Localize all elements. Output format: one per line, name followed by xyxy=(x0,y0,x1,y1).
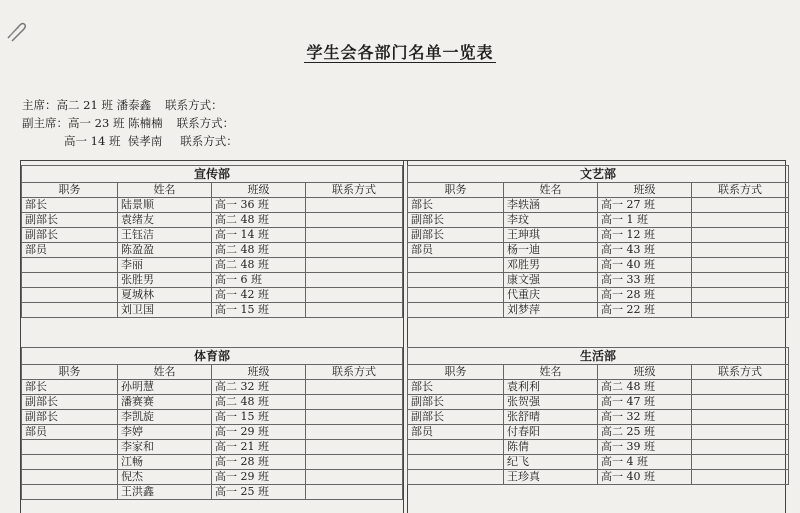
class-cell: 高一 33 班 xyxy=(598,273,692,288)
role-cell: 副部长 xyxy=(22,213,118,228)
class-cell: 高一 39 班 xyxy=(598,440,692,455)
name-cell: 夏城林 xyxy=(118,288,212,303)
contact-cell xyxy=(306,440,403,455)
role-cell xyxy=(408,288,504,303)
column-header: 联系方式 xyxy=(306,183,403,198)
role-cell: 副部长 xyxy=(408,410,504,425)
name-cell: 刘梦萍 xyxy=(504,303,598,318)
table-row xyxy=(408,395,789,410)
contact-cell xyxy=(306,258,403,273)
contact-cell xyxy=(692,410,789,425)
class-cell: 高一 12 班 xyxy=(598,228,692,243)
contact-cell xyxy=(306,288,403,303)
class-cell: 高一 22 班 xyxy=(598,303,692,318)
leader-row: 副主席：高一 23 班 陈楠楠 联系方式： xyxy=(22,116,235,130)
contact-cell xyxy=(692,425,789,440)
class-cell: 高一 15 班 xyxy=(212,303,306,318)
contact-cell xyxy=(306,243,403,258)
name-cell: 付春阳 xyxy=(504,425,598,440)
contact-cell xyxy=(692,273,789,288)
dept-table-wenyi xyxy=(407,165,789,318)
column-header: 姓名 xyxy=(504,365,598,380)
role-cell: 部员 xyxy=(22,425,118,440)
name-cell: 李玟 xyxy=(504,213,598,228)
role-cell: 副部长 xyxy=(408,228,504,243)
contact-cell xyxy=(306,470,403,485)
table-row xyxy=(22,243,403,258)
column-header: 职务 xyxy=(22,365,118,380)
roster-frame xyxy=(20,160,786,513)
column-header: 班级 xyxy=(598,183,692,198)
name-cell: 王钰洁 xyxy=(118,228,212,243)
role-cell xyxy=(408,455,504,470)
table-row xyxy=(408,425,789,440)
class-cell: 高二 48 班 xyxy=(212,213,306,228)
role-cell xyxy=(22,470,118,485)
table-row xyxy=(408,213,789,228)
class-cell: 高一 14 班 xyxy=(212,228,306,243)
class-cell: 高一 27 班 xyxy=(598,198,692,213)
name-cell: 陆景顺 xyxy=(118,198,212,213)
name-cell: 李家和 xyxy=(118,440,212,455)
role-cell: 副部长 xyxy=(22,395,118,410)
contact-cell xyxy=(306,273,403,288)
contact-cell xyxy=(692,288,789,303)
dept-name: 生活部 xyxy=(408,348,789,365)
name-cell: 杨一迪 xyxy=(504,243,598,258)
dept-header-row xyxy=(408,166,789,183)
class-cell: 高一 28 班 xyxy=(598,288,692,303)
column-header: 姓名 xyxy=(118,183,212,198)
table-row xyxy=(408,198,789,213)
column-header: 职务 xyxy=(408,365,504,380)
table-row xyxy=(408,303,789,318)
class-cell: 高一 47 班 xyxy=(598,395,692,410)
name-cell: 江畅 xyxy=(118,455,212,470)
table-row xyxy=(408,243,789,258)
role-cell xyxy=(408,440,504,455)
contact-cell xyxy=(692,395,789,410)
role-cell: 副部长 xyxy=(408,213,504,228)
table-row xyxy=(408,228,789,243)
role-cell xyxy=(22,273,118,288)
column-header: 班级 xyxy=(212,183,306,198)
name-cell: 潘赛赛 xyxy=(118,395,212,410)
contact-cell xyxy=(306,228,403,243)
table-row xyxy=(22,380,403,395)
bleed-through-text xyxy=(30,64,770,78)
class-cell: 高一 40 班 xyxy=(598,258,692,273)
dept-table-tiyu xyxy=(21,347,403,500)
name-cell: 孙明慧 xyxy=(118,380,212,395)
contact-cell xyxy=(692,380,789,395)
class-cell: 高一 43 班 xyxy=(598,243,692,258)
class-cell: 高一 28 班 xyxy=(212,455,306,470)
role-cell: 部长 xyxy=(408,198,504,213)
role-cell xyxy=(22,303,118,318)
class-cell: 高二 25 班 xyxy=(598,425,692,440)
name-cell: 李轶涵 xyxy=(504,198,598,213)
table-row xyxy=(408,440,789,455)
table-row xyxy=(408,380,789,395)
column-header: 职务 xyxy=(22,183,118,198)
table-row xyxy=(22,288,403,303)
column-header: 联系方式 xyxy=(692,183,789,198)
role-cell: 部长 xyxy=(22,198,118,213)
class-cell: 高一 21 班 xyxy=(212,440,306,455)
name-cell: 张舒晴 xyxy=(504,410,598,425)
column-header: 班级 xyxy=(598,365,692,380)
contact-cell xyxy=(692,303,789,318)
contact-cell xyxy=(306,425,403,440)
dept-name: 宣传部 xyxy=(22,166,403,183)
table-row xyxy=(22,395,403,410)
role-cell xyxy=(22,288,118,303)
class-cell: 高一 29 班 xyxy=(212,425,306,440)
table-row xyxy=(408,288,789,303)
role-cell: 副部长 xyxy=(408,395,504,410)
table-row xyxy=(22,440,403,455)
class-cell: 高一 32 班 xyxy=(598,410,692,425)
contact-cell xyxy=(306,198,403,213)
contact-cell xyxy=(692,228,789,243)
class-cell: 高一 29 班 xyxy=(212,470,306,485)
class-cell: 高二 48 班 xyxy=(212,243,306,258)
contact-cell xyxy=(692,258,789,273)
table-row xyxy=(22,273,403,288)
role-cell xyxy=(22,455,118,470)
table-row xyxy=(22,470,403,485)
contact-cell xyxy=(306,455,403,470)
table-row xyxy=(408,455,789,470)
role-cell: 部长 xyxy=(22,380,118,395)
name-cell: 陈盈盈 xyxy=(118,243,212,258)
column-header-row xyxy=(22,183,403,198)
role-cell xyxy=(22,485,118,500)
name-cell: 王珍真 xyxy=(504,470,598,485)
name-cell: 代重庆 xyxy=(504,288,598,303)
contact-cell xyxy=(692,440,789,455)
name-cell: 李凯旋 xyxy=(118,410,212,425)
leader-row: 主席：高二 21 班 潘泰鑫 联系方式： xyxy=(22,98,223,112)
table-row xyxy=(408,410,789,425)
class-cell: 高一 1 班 xyxy=(598,213,692,228)
role-cell xyxy=(408,273,504,288)
dept-header-row xyxy=(408,348,789,365)
column-header: 姓名 xyxy=(504,183,598,198)
column-header-row xyxy=(408,183,789,198)
column-header-row xyxy=(22,365,403,380)
contact-cell xyxy=(306,303,403,318)
dept-table-xuanchuan xyxy=(21,165,403,318)
table-row xyxy=(22,303,403,318)
name-cell: 康文强 xyxy=(504,273,598,288)
table-row xyxy=(22,410,403,425)
table-row xyxy=(22,455,403,470)
class-cell: 高一 36 班 xyxy=(212,198,306,213)
role-cell xyxy=(408,258,504,273)
contact-cell xyxy=(306,213,403,228)
name-cell: 袁绪友 xyxy=(118,213,212,228)
dept-name: 体育部 xyxy=(22,348,403,365)
contact-cell xyxy=(306,380,403,395)
name-cell: 倪杰 xyxy=(118,470,212,485)
role-cell xyxy=(408,303,504,318)
paperclip-icon xyxy=(4,20,26,42)
role-cell: 部员 xyxy=(408,425,504,440)
role-cell: 部长 xyxy=(408,380,504,395)
class-cell: 高一 40 班 xyxy=(598,470,692,485)
contact-cell xyxy=(306,410,403,425)
column-header: 职务 xyxy=(408,183,504,198)
name-cell: 陈倩 xyxy=(504,440,598,455)
column-header: 联系方式 xyxy=(692,365,789,380)
column-header: 姓名 xyxy=(118,365,212,380)
contact-cell xyxy=(692,243,789,258)
name-cell: 邓胜男 xyxy=(504,258,598,273)
role-cell: 部员 xyxy=(408,243,504,258)
table-row xyxy=(408,273,789,288)
table-row xyxy=(22,425,403,440)
name-cell: 袁利利 xyxy=(504,380,598,395)
page-title: 学生会各部门名单一览表 xyxy=(306,43,494,62)
contact-cell xyxy=(692,198,789,213)
leader-row: 高一 14 班 侯孝南 联系方式： xyxy=(64,134,238,148)
dept-header-row xyxy=(22,166,403,183)
role-cell: 副部长 xyxy=(22,228,118,243)
role-cell xyxy=(22,258,118,273)
name-cell: 刘卫国 xyxy=(118,303,212,318)
class-cell: 高二 48 班 xyxy=(212,258,306,273)
contact-cell xyxy=(306,395,403,410)
table-row xyxy=(22,213,403,228)
name-cell: 王珅琪 xyxy=(504,228,598,243)
name-cell: 李婷 xyxy=(118,425,212,440)
column-header: 联系方式 xyxy=(306,365,403,380)
class-cell: 高一 42 班 xyxy=(212,288,306,303)
dept-name: 文艺部 xyxy=(408,166,789,183)
class-cell: 高二 48 班 xyxy=(598,380,692,395)
contact-cell xyxy=(306,485,403,500)
table-row xyxy=(22,198,403,213)
contact-cell xyxy=(692,213,789,228)
role-cell xyxy=(22,440,118,455)
name-cell: 张贺强 xyxy=(504,395,598,410)
role-cell: 部员 xyxy=(22,243,118,258)
role-cell: 副部长 xyxy=(22,410,118,425)
column-header-row xyxy=(408,365,789,380)
table-row xyxy=(22,485,403,500)
class-cell: 高二 32 班 xyxy=(212,380,306,395)
dept-table-shenghuo xyxy=(407,347,789,485)
class-cell: 高一 4 班 xyxy=(598,455,692,470)
contact-cell xyxy=(692,455,789,470)
class-cell: 高二 48 班 xyxy=(212,395,306,410)
class-cell: 高一 6 班 xyxy=(212,273,306,288)
table-row xyxy=(408,258,789,273)
table-row xyxy=(408,470,789,485)
name-cell: 王洪鑫 xyxy=(118,485,212,500)
class-cell: 高一 25 班 xyxy=(212,485,306,500)
contact-cell xyxy=(692,470,789,485)
dept-header-row xyxy=(22,348,403,365)
name-cell: 纪飞 xyxy=(504,455,598,470)
name-cell: 张胜男 xyxy=(118,273,212,288)
table-row xyxy=(22,258,403,273)
table-row xyxy=(22,228,403,243)
leaders-block xyxy=(22,96,238,150)
column-header: 班级 xyxy=(212,365,306,380)
name-cell: 李丽 xyxy=(118,258,212,273)
class-cell: 高一 15 班 xyxy=(212,410,306,425)
role-cell xyxy=(408,470,504,485)
